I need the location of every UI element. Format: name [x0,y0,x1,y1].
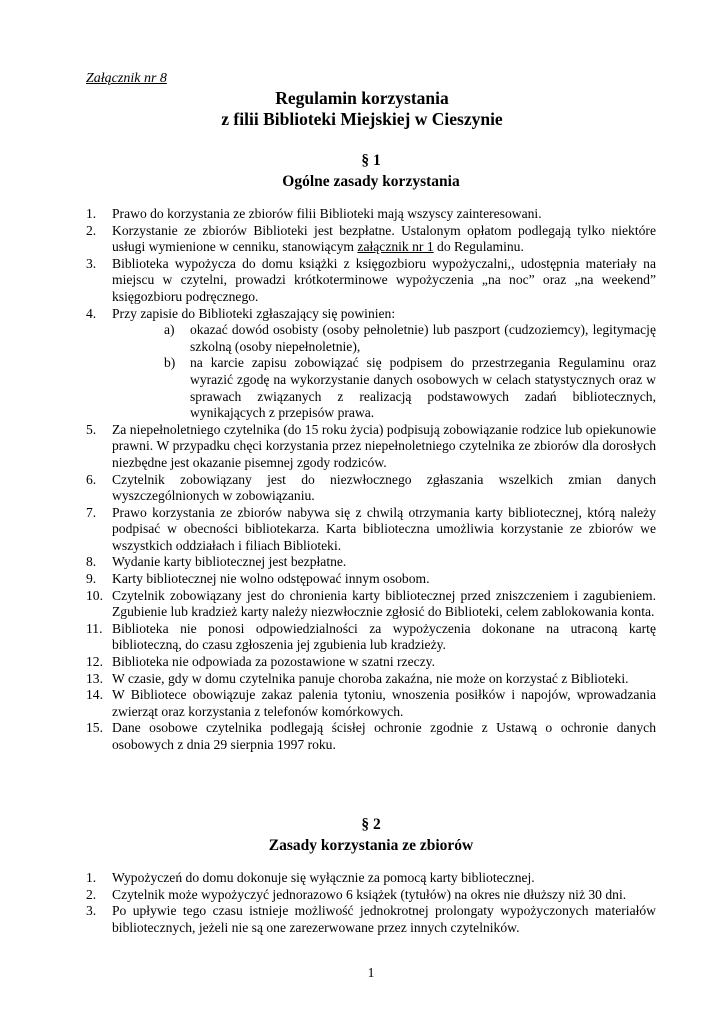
title-line-1: Regulamin korzystania [275,88,449,108]
item-number: 3. [86,255,97,271]
list-item [86,720,656,753]
item-text: Czytelnik zobowiązany jest do niezwłocznego zgłaszania wszelkich zmian danych wyszczególnionych w zobowiązaniu. [112,471,656,504]
section-2-title: Zasady korzystania ze zbiorów [268,837,474,854]
item-number: 3. [86,903,97,919]
item-text: Korzystanie ze zbiorów Biblioteki jest bezpłatne. Ustalonym opłatom podlegają tylko niektóre usługi wymienione w cenniku, stanowiącym załącznik nr 1 do Regulaminu. [112,222,656,255]
item-number: 10. [86,587,103,603]
item-text: Biblioteka nie ponosi odpowiedzialności za wypożyczenia dokonane na utraconą kartę biblioteczną, do czasu zgłoszenia jej zgubienia lub kradzieży. [112,620,656,653]
item-number: 1. [86,870,97,885]
list-item [86,671,656,688]
sub-item-text: okazać dowód osobisty (osoby pełnoletnie) lub paszport (cudzoziemcy), legitymację szkolną (osoby niepełnoletnie), [190,322,656,354]
list-item [86,621,656,654]
list-item [86,206,656,223]
item-text: Przy zapisie do Biblioteki zgłaszający się powinien: [112,305,396,321]
list-item [86,687,656,720]
page-number: 1 [367,965,375,980]
list-item [86,554,656,571]
list-item [86,588,656,621]
item-number: 6. [86,471,97,487]
sub-list-item [164,355,656,421]
list-item [86,472,656,505]
item-text: Biblioteka nie odpowiada za pozostawione w szatni rzeczy. [112,654,435,670]
title-line-2: z filii Biblioteki Miejskiej w Cieszynie [221,109,503,129]
list-item [86,870,656,887]
item-text: W czasie, gdy w domu czytelnika panuje choroba zakaźna, nie może on korzystać z Biblioteki. [112,670,629,686]
item-text: W Bibliotece obowiązuje zakaz palenia tytoniu, wnoszenia posiłków i napojów, wprowadzania zwierząt oraz korzystania z telefonów komórkowych. [112,687,656,719]
document-title [0,88,724,130]
item-text: Wydanie karty bibliotecznej jest bezpłatne. [112,554,347,570]
list-item [86,903,656,936]
item-number: 4. [86,305,97,321]
section-1-list [86,206,656,754]
item-number: 7. [86,504,97,520]
section-2-list [86,870,656,936]
item-number: 2. [86,886,97,902]
list-item [86,571,656,588]
list-item [86,422,656,472]
item-number: 14. [86,687,103,703]
item-text: Karty bibliotecznej nie wolno odstępować innym osobom. [112,571,430,587]
item-text: Dane osobowe czytelnika podlegają ścisłej ochronie zgodnie z Ustawą o ochronie danych osobowych z dnia 29 sierpnia 1997 roku. [112,720,656,752]
item-number: 13. [86,670,103,686]
list-item [86,256,656,306]
section-1-title: Ogólne zasady korzystania [282,173,460,190]
list-item [86,654,656,671]
section-1-heading [0,150,724,192]
list-item [86,887,656,904]
annex-link[interactable]: załącznik nr 1 [357,239,434,255]
sub-item-letter: b) [164,355,176,371]
item-number: 15. [86,720,103,736]
list-item [86,306,656,422]
item-number: 12. [86,654,103,670]
item-text: Prawo korzystania ze zbiorów nabywa się z chwilą otrzymania karty bibliotecznej, którą należy podpisać w obecności bibliotekarza. Karta biblioteczna umożliwia korzystanie ze zbiorów we wszystkich oddziałach i filiach Biblioteki. [112,504,656,553]
item-text: Biblioteka wypożycza do domu książki z księgozbioru wypożyczalni,, udostępnia materiały na miejscu w czytelni, prowadzi krótkoterminowe wypożyczenia „na noc” oraz „na weekend” księgozbioru podręcznego. [112,255,656,304]
item-number: 5. [86,421,97,437]
item-text: Prawo do korzystania ze zbiorów filii Biblioteki mają wszyscy zainteresowani. [112,206,542,221]
item-text: Czytelnik zobowiązany jest do chronienia karty bibliotecznej przed zniszczeniem i zagubieniem. Zgubienie lub kradzież karty należy niezwłocznie zgłosić do Biblioteki, celem zablokowania konta. [112,587,656,620]
item-text: Za niepełnoletniego czytelnika (do 15 roku życia) podpisują zobowiązanie rodzice lub opiekunowie prawni. W przypadku chęci korzystania przez niepełnoletniego czytelnika ze zbiorów dla dorosłych niezbędne jest okazanie pisemnej zgody rodziców. [112,421,656,470]
list-item [86,505,656,555]
item-text: Wypożyczeń do domu dokonuje się wyłącznie za pomocą karty bibliotecznej. [112,870,535,885]
section-2-heading [0,814,724,856]
item-number: 2. [86,222,97,238]
item-number: 8. [86,554,97,570]
section-2-number: § 2 [361,816,381,833]
annex-label: Załącznik nr 8 [86,71,167,86]
sub-item-text: na karcie zapisu zobowiązać się podpisem do przestrzegania Regulaminu oraz wyrazić zgodę na wykorzystanie danych osobowych w celach statystycznych oraz w sprawach związanych z realizacją podstawowych zadań bibliotecznych, wynikających z przepisów prawa. [190,355,656,421]
sub-list-item [164,322,656,355]
item-number: 1. [86,206,97,221]
sub-list [112,322,656,422]
item-number: 9. [86,571,97,587]
section-1-number: § 1 [361,152,381,169]
item-text: Czytelnik może wypożyczyć jednorazowo 6 książek (tytułów) na okres nie dłuższy niż 30 dni. [112,886,627,902]
item-text: Po upływie tego czasu istnieje możliwość jednokrotnej prolongaty wypożyczonych materiałów bibliotecznych, jeżeli nie są one zarezerwowane przez innych czytelników. [112,903,656,935]
item-number: 11. [86,620,103,636]
sub-item-letter: a) [164,322,175,338]
list-item [86,223,656,256]
